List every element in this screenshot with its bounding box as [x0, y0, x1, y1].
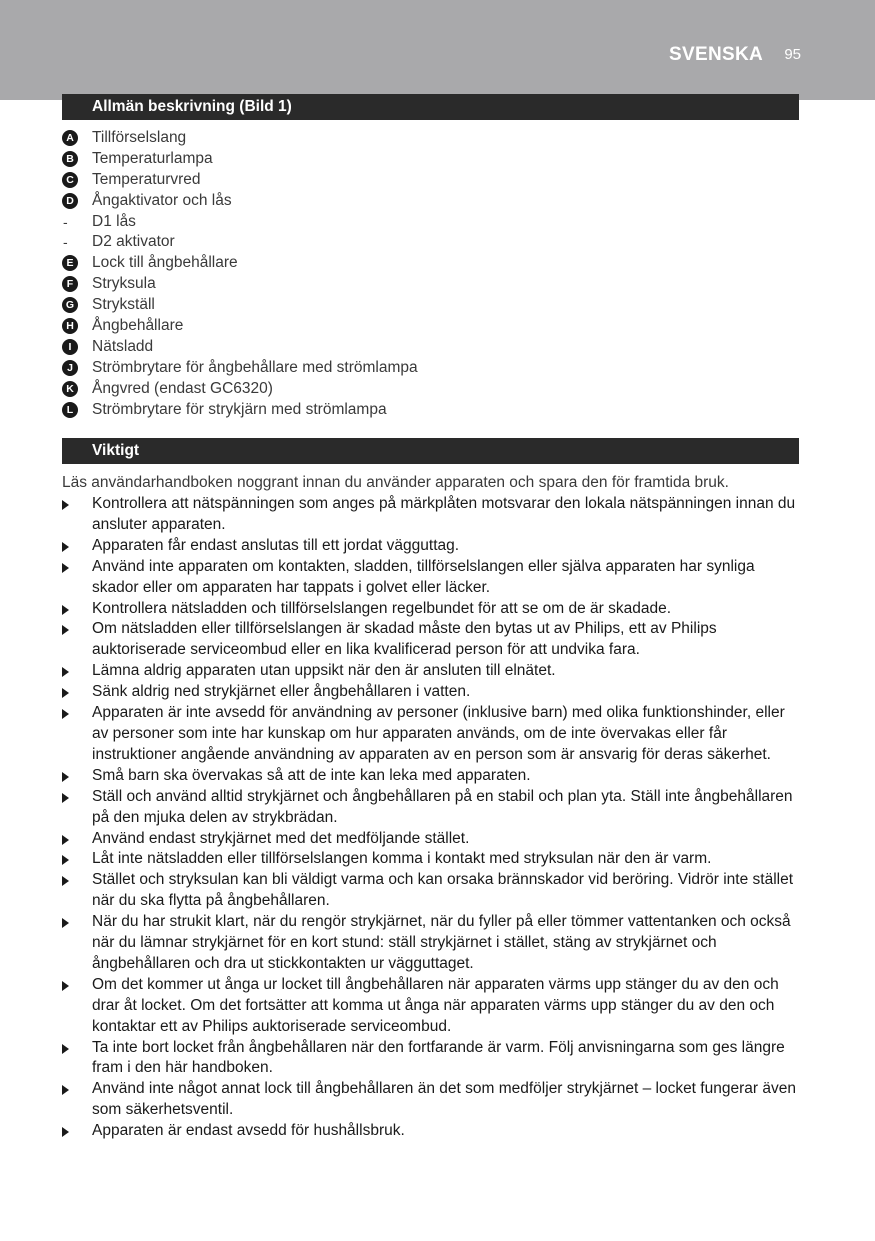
part-item: [62, 212, 802, 233]
part-label: D2 aktivator: [92, 233, 175, 251]
bullet-triangle-icon: [62, 918, 69, 928]
part-item: [62, 149, 802, 170]
part-label: Nätsladd: [92, 337, 154, 355]
part-label: Temperaturvred: [92, 170, 201, 188]
bullet-text: Använd inte apparaten om kontakten, sladden, tillförselslangen eller själva apparaten har synliga skador eller om apparaten har tappats i golvet eller läcker.: [92, 557, 755, 596]
bullet-text: Använd endast strykjärnet med det medföljande stället.: [92, 829, 470, 847]
safety-bullet-item: [62, 766, 802, 787]
part-label: Temperaturlampa: [92, 149, 213, 167]
safety-bullet-list: [62, 494, 802, 1142]
part-label: Strömbrytare för strykjärn med strömlampa: [92, 400, 387, 418]
important-intro: Läs användarhandboken noggrant innan du använder apparaten och spara den för framtida bruk.: [62, 474, 729, 491]
part-item: [62, 358, 802, 379]
safety-bullet-item: [62, 787, 802, 829]
bullet-triangle-icon: [62, 1127, 69, 1137]
bullet-triangle-icon: [62, 981, 69, 991]
part-letter-badge: K: [62, 381, 78, 397]
sub-item-dash: -: [63, 234, 68, 251]
part-label: Lock till ångbehållare: [92, 254, 238, 272]
part-letter-badge: F: [62, 276, 78, 292]
safety-bullet-item: [62, 557, 802, 599]
safety-bullet-item: [62, 829, 802, 850]
bullet-text: Apparaten får endast anslutas till ett jordat vägguttag.: [92, 536, 460, 554]
part-item: [62, 170, 802, 191]
bullet-text: Apparaten är endast avsedd för hushållsbruk.: [92, 1122, 405, 1140]
bullet-triangle-icon: [62, 835, 69, 845]
bullet-triangle-icon: [62, 625, 69, 635]
part-label: Ångaktivator och lås: [92, 191, 232, 209]
bullet-text: Använd inte något annat lock till ångbehållaren än det som medföljer strykjärnet – locket fungerar även som säkerhetsventil.: [92, 1080, 796, 1119]
safety-bullet-item: [62, 661, 802, 682]
bullet-triangle-icon: [62, 605, 69, 615]
section-title-general-description: Allmän beskrivning (Bild 1): [62, 94, 799, 120]
bullet-triangle-icon: [62, 876, 69, 886]
part-item: [62, 253, 802, 274]
part-letter-badge: H: [62, 318, 78, 334]
part-item: [62, 295, 802, 316]
bullet-text: Lämna aldrig apparaten utan uppsikt när den är ansluten till elnätet.: [92, 662, 556, 680]
section-title-important: Viktigt: [62, 438, 799, 464]
header-language: SVENSKA: [669, 44, 763, 65]
part-item: [62, 128, 802, 149]
bullet-triangle-icon: [62, 855, 69, 865]
part-item: [62, 274, 802, 295]
bullet-triangle-icon: [62, 1044, 69, 1054]
safety-bullet-item: [62, 1121, 802, 1142]
part-label: Ångbehållare: [92, 317, 184, 335]
part-letter-badge: B: [62, 151, 78, 167]
bullet-text: Apparaten är inte avsedd för användning av personer (inklusive barn) med olika funktionshinder, eller av personer som inte har kunskap om hur apparaten används, om de inte övervakas eller får instruktioner angående användning av apparaten av en person som är ansvarig för deras säkerhet.: [92, 704, 785, 763]
bullet-triangle-icon: [62, 688, 69, 698]
bullet-triangle-icon: [62, 667, 69, 677]
bullet-triangle-icon: [62, 1085, 69, 1095]
part-item: [62, 232, 802, 253]
bullet-text: Små barn ska övervakas så att de inte kan leka med apparaten.: [92, 766, 531, 784]
part-letter-badge: C: [62, 172, 78, 188]
part-letter-badge: J: [62, 360, 78, 376]
part-label: Stryksula: [92, 275, 156, 293]
bullet-text: Om det kommer ut ånga ur locket till ångbehållaren när apparaten värms upp stänger du av den och drar åt locket. Om det fortsätter att komma ut ånga när apparaten värms upp stänger du av den och kontaktar ett av Philips auktoriserade serviceombud.: [92, 975, 779, 1035]
part-item: [62, 316, 802, 337]
safety-bullet-item: [62, 619, 802, 661]
safety-bullet-item: [62, 870, 802, 912]
part-letter-badge: D: [62, 193, 78, 209]
part-item: [62, 379, 802, 400]
bullet-triangle-icon: [62, 563, 69, 573]
safety-bullet-item: [62, 1079, 802, 1121]
bullet-text: När du har strukit klart, när du rengör strykjärnet, när du fyller på eller tömmer vattentanken och också när du lämnar strykjärnet för en kort stund: ställ strykjärnet i stället, stäng av strykjärnet och ångbehållaren och dra ut stickkontakten ur vägguttaget.: [92, 913, 791, 972]
part-item: [62, 337, 802, 358]
safety-bullet-item: [62, 703, 802, 766]
part-letter-badge: E: [62, 255, 78, 271]
bullet-triangle-icon: [62, 542, 69, 552]
part-item: [62, 400, 802, 421]
part-letter-badge: A: [62, 130, 78, 146]
part-letter-badge: G: [62, 297, 78, 313]
bullet-triangle-icon: [62, 793, 69, 803]
bullet-text: Sänk aldrig ned strykjärnet eller ångbehållaren i vatten.: [92, 683, 471, 701]
page-number: 95: [784, 46, 801, 63]
part-label: Strykställ: [92, 296, 155, 314]
safety-bullet-item: [62, 849, 802, 870]
bullet-text: Kontrollera att nätspänningen som anges på märkplåten motsvarar den lokala nätspänningen innan du ansluter apparaten.: [92, 495, 796, 533]
part-label: Tillförselslang: [92, 129, 187, 146]
part-label: Strömbrytare för ångbehållare med strömlampa: [92, 358, 418, 376]
safety-bullet-item: [62, 682, 802, 703]
safety-bullet-item: [62, 599, 802, 620]
part-item: [62, 191, 802, 212]
bullet-text: Ställ och använd alltid strykjärnet och ångbehållaren på en stabil och plan yta. Ställ inte ångbehållaren på den mjuka delen av strykbrädan.: [92, 787, 793, 826]
part-letter-badge: I: [62, 339, 78, 355]
parts-list: [62, 128, 802, 420]
bullet-text: Stället och stryksulan kan bli väldigt varma och kan orsaka brännskador vid beröring. Vidrör inte stället när du ska flytta på ångbehållaren.: [92, 871, 794, 910]
bullet-text: Om nätsladden eller tillförselslangen är skadad måste den bytas ut av Philips, ett av Philips auktoriserade serviceombud eller en lika kvalificerad person för att undvika fara.: [92, 620, 717, 659]
bullet-triangle-icon: [62, 500, 69, 510]
bullet-text: Kontrollera nätsladden och tillförselslangen regelbundet för att se om de är skadade.: [92, 599, 672, 617]
safety-bullet-item: [62, 494, 802, 536]
bullet-triangle-icon: [62, 709, 69, 719]
safety-bullet-item: [62, 975, 802, 1038]
part-label: D1 lås: [92, 212, 136, 230]
bullet-text: Låt inte nätsladden eller tillförselslangen komma i kontakt med stryksulan när den är varm.: [92, 850, 712, 868]
part-label: Ångvred (endast GC6320): [92, 379, 273, 397]
bullet-triangle-icon: [62, 772, 69, 782]
part-letter-badge: L: [62, 402, 78, 418]
bullet-text: Ta inte bort locket från ångbehållaren när den fortfarande är varm. Följ anvisningarna som ges längre fram i den här handboken.: [92, 1038, 785, 1077]
safety-bullet-item: [62, 1038, 802, 1080]
safety-bullet-item: [62, 912, 802, 975]
safety-bullet-item: [62, 536, 802, 557]
sub-item-dash: -: [63, 213, 68, 230]
